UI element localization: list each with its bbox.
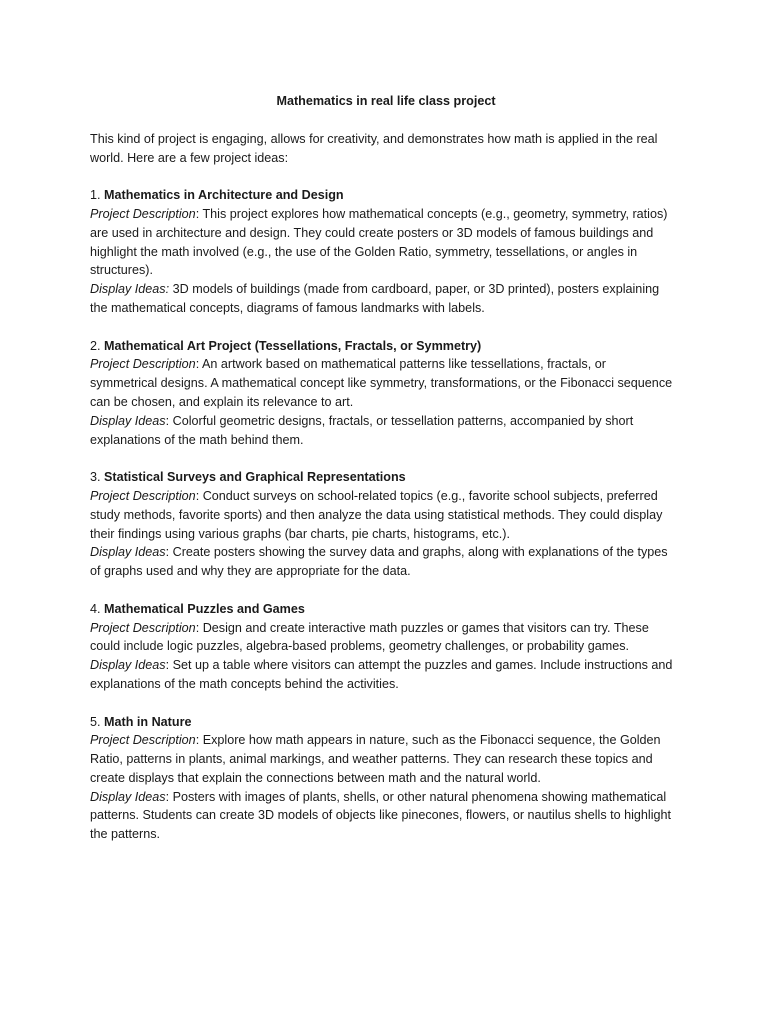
- project-description-text: An artwork based on mathematical patterns like tessellations, fractals, or symmetrical designs. A mathematical concept like symmetry, transformations, or the Fibonacci sequence can be chosen, and explain its relevance to art.: [90, 357, 673, 409]
- project-description: [90, 205, 676, 280]
- project-description-text: This project explores how mathematical concepts (e.g., geometry, symmetry, ratios) are used in architecture and design. They could create posters or 3D models of famous buildings and highlight the math involved (e.g., the use of the Golden Ratio, symmetry, tessellations, or angles in structures).: [90, 206, 668, 278]
- project-ideas-list: [90, 186, 676, 844]
- display-ideas-separator: :: [165, 413, 170, 428]
- display-ideas-label: Display Ideas: [90, 789, 166, 804]
- project-idea-title: Mathematics in Architecture and Design: [104, 188, 344, 203]
- project-idea-number: 2.: [90, 338, 101, 353]
- display-ideas-label: Display Ideas: [90, 545, 166, 560]
- project-idea-title: Math in Nature: [104, 714, 192, 729]
- project-description: [90, 355, 676, 411]
- project-idea-title: Mathematical Art Project (Tessellations, Fractals, or Symmetry): [104, 338, 482, 353]
- project-idea-number: 5.: [90, 714, 101, 729]
- project-idea: [90, 337, 676, 450]
- project-idea-number: 3.: [90, 470, 101, 485]
- display-ideas: [90, 412, 676, 450]
- project-description-text: Design and create interactive math puzzles or games that visitors can try. These could include logic puzzles, algebra-based problems, geometry challenges, or probability games.: [90, 620, 649, 654]
- project-description: [90, 731, 676, 787]
- display-ideas-text: 3D models of buildings (made from cardboard, paper, or 3D printed), posters explaining the mathematical concepts, diagrams of famous landmarks with labels.: [90, 282, 660, 315]
- display-ideas-text: Create posters showing the survey data and graphs, along with explanations of the types of graphs used and why they are appropriate for the data.: [90, 545, 668, 579]
- display-ideas-text: Set up a table where visitors can attempt the puzzles and games. Include instructions and explanations of the math concepts behind the activities.: [90, 658, 673, 691]
- project-idea-title: Statistical Surveys and Graphical Representations: [104, 470, 406, 485]
- project-description-text: Explore how math appears in nature, such as the Fibonacci sequence, the Golden Ratio, patterns in plants, animal markings, and weather patterns. They can research these topics and create displays that explain the connections between math and the natural world.: [90, 733, 661, 785]
- document-title: Mathematics in real life class project: [276, 94, 496, 108]
- project-idea-title: Mathematical Puzzles and Games: [104, 601, 305, 616]
- project-description-label: Project Description: [90, 357, 196, 372]
- display-ideas-text: Colorful geometric designs, fractals, or tessellation patterns, accompanied by short explanations of the math behind them.: [90, 413, 634, 447]
- project-description: [90, 619, 676, 657]
- project-idea-number: 1.: [90, 188, 101, 203]
- project-description-label: Project Description: [90, 488, 196, 503]
- project-idea-heading: [90, 713, 676, 732]
- project-idea: [90, 186, 676, 318]
- project-idea: [90, 468, 676, 581]
- display-ideas-label: Display Ideas: [90, 658, 166, 673]
- display-ideas: [90, 280, 676, 318]
- project-description-separator: :: [195, 620, 200, 635]
- display-ideas-separator: :: [165, 789, 170, 804]
- project-description-label: Project Description: [90, 733, 196, 748]
- project-idea: [90, 600, 676, 694]
- project-idea: [90, 713, 676, 845]
- project-description-text: Conduct surveys on school-related topics (e.g., favorite school subjects, preferred study methods, favorite sports) and then analyze the data using statistical methods. They could display their findings using various graphs (bar charts, pie charts, histograms, etc.).: [90, 488, 663, 541]
- project-description-label: Project Description: [90, 206, 196, 221]
- project-description-label: Project Description: [90, 620, 196, 635]
- project-description: [90, 487, 676, 543]
- display-ideas: [90, 656, 676, 694]
- display-ideas-text: Posters with images of plants, shells, or other natural phenomena showing mathematical patterns. Students can create 3D models of objects like pinecones, flowers, or nautilus shells to highlight the patterns.: [90, 789, 672, 842]
- display-ideas-separator: :: [165, 545, 170, 560]
- display-ideas: [90, 788, 676, 844]
- project-idea-heading: [90, 600, 676, 619]
- project-idea-heading: [90, 186, 676, 205]
- project-description-separator: :: [195, 357, 200, 372]
- intro-paragraph: This kind of project is engaging, allows for creativity, and demonstrates how math is applied in the real world. Here are a few project ideas:: [90, 131, 658, 165]
- display-ideas: [90, 543, 676, 581]
- project-idea-heading: [90, 337, 676, 356]
- display-ideas-label: Display Ideas: [90, 413, 166, 428]
- project-description-separator: :: [195, 206, 200, 221]
- project-description-separator: :: [195, 733, 200, 748]
- project-description-separator: :: [195, 488, 200, 503]
- project-idea-heading: [90, 468, 676, 487]
- display-ideas-separator: :: [165, 658, 170, 673]
- project-idea-number: 4.: [90, 601, 101, 616]
- display-ideas-label: Display Ideas:: [90, 282, 170, 297]
